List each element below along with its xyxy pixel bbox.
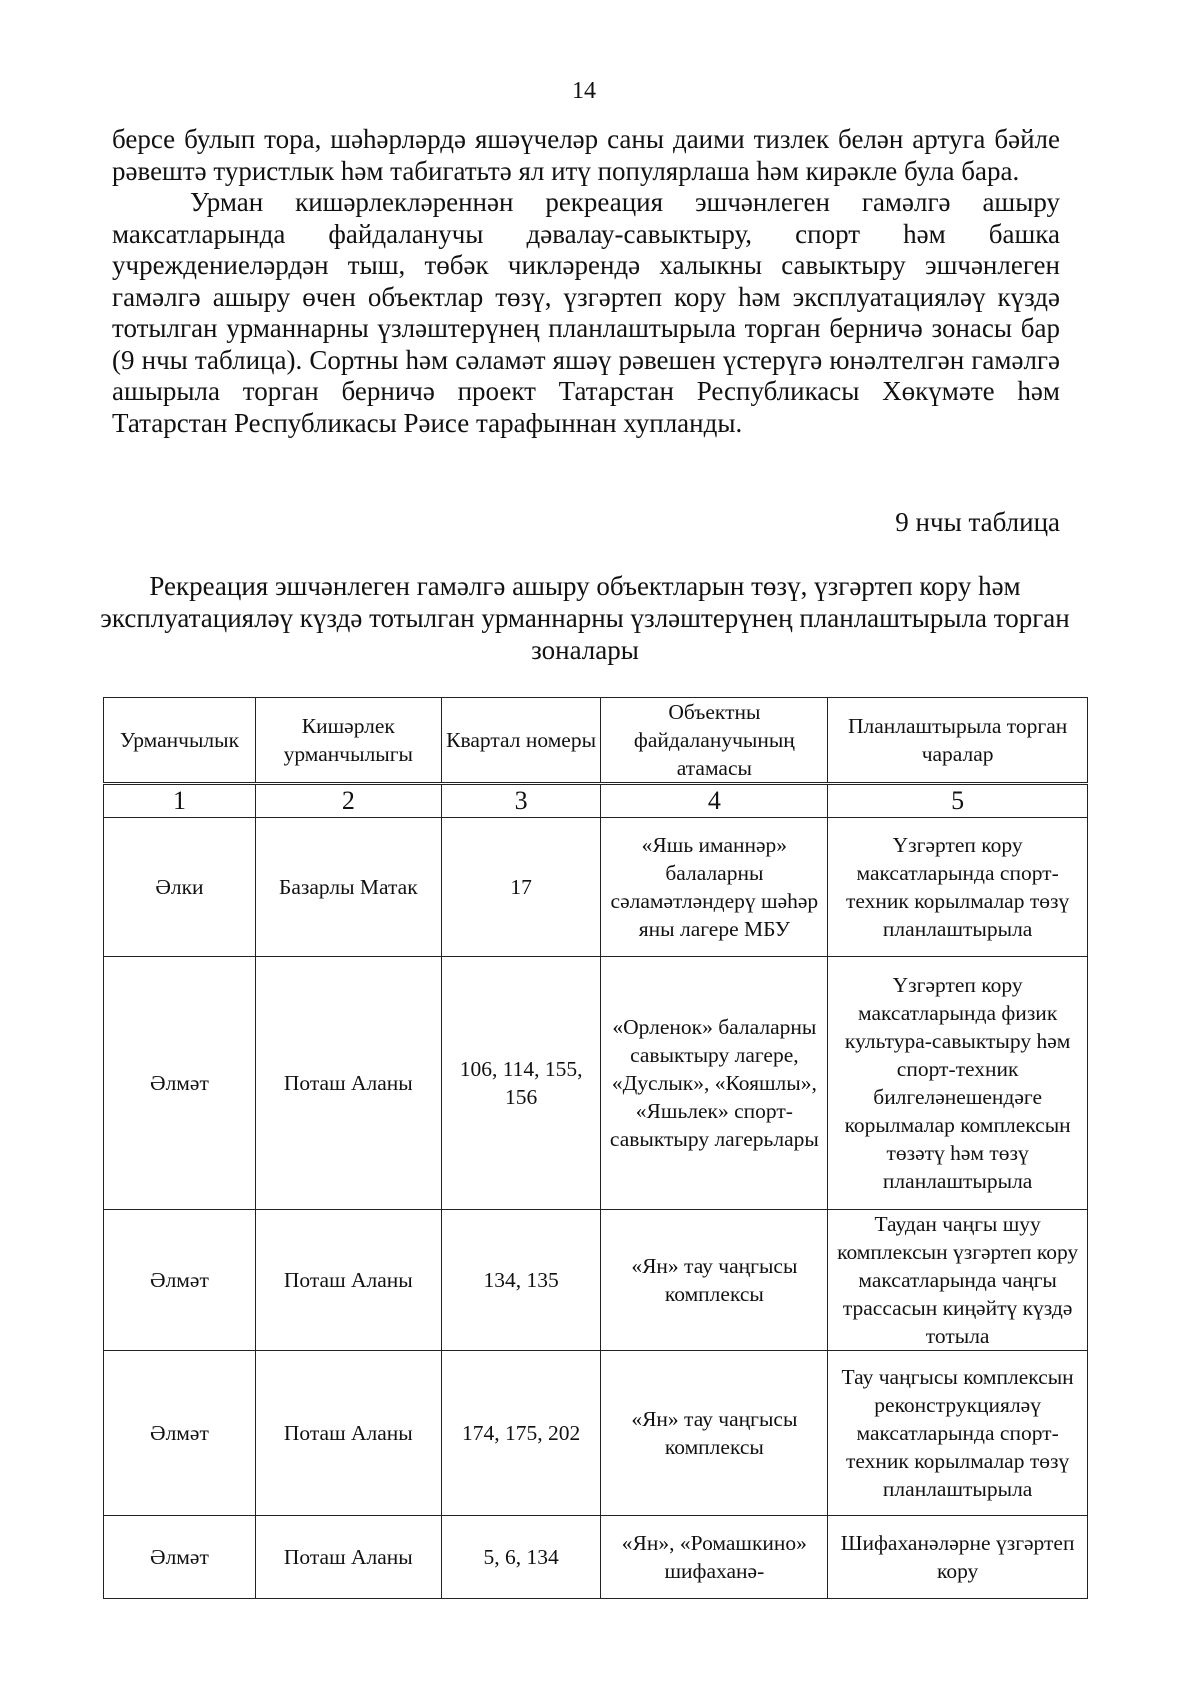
table-cell: Поташ Аланы <box>255 957 441 1210</box>
page-number: 14 <box>572 78 596 104</box>
table-cell: Тау чаңгысы комплексын реконструкцияләү максатларында спорт-техник корылмалар төзү планлаштырыла <box>828 1351 1088 1516</box>
table-cell: Әлмәт <box>104 1516 256 1599</box>
table-cell: «Ян», «Ромашкино» шифаханә- <box>601 1516 828 1599</box>
column-number: 5 <box>828 784 1088 818</box>
table-cell: Үзгәртеп кору максатларында физик культура-савыктыру һәм спорт-техник билгеләнешендәге корылмалар комплексын төзәтү һәм төзү планлаштырыла <box>828 957 1088 1210</box>
table-row <box>104 818 1088 957</box>
table-cell: Әлмәт <box>104 957 256 1210</box>
table-cell: Базарлы Матак <box>255 818 441 957</box>
table-cell: Әлки <box>104 818 256 957</box>
column-number: 2 <box>255 784 441 818</box>
column-number: 1 <box>104 784 256 818</box>
column-number: 4 <box>601 784 828 818</box>
table-cell: 17 <box>441 818 601 957</box>
table-cell: 106, 114, 155, 156 <box>441 957 601 1210</box>
table-cell: Әлмәт <box>104 1351 256 1516</box>
column-header: Кишәрлек урманчылыгы <box>255 698 441 784</box>
table-caption: 9 нчы таблица <box>895 507 1060 537</box>
column-header: Квартал номеры <box>441 698 601 784</box>
table-cell: 134, 135 <box>441 1210 601 1351</box>
table-cell: Поташ Аланы <box>255 1351 441 1516</box>
table-header-row <box>104 698 1088 784</box>
table-row <box>104 1210 1088 1351</box>
table-cell: Әлмәт <box>104 1210 256 1351</box>
table-cell: 174, 175, 202 <box>441 1351 601 1516</box>
table-title: Рекреация эшчәнлеген гамәлгә ашыру объектларын төзү, үзгәртеп кору һәм эксплуатацияләү күздә тотылган урманнарны үзләштерүнең планлаштырыла торган зоналары <box>100 571 1070 665</box>
column-number-row <box>104 784 1088 818</box>
table-row <box>104 1351 1088 1516</box>
paragraph: Урман кишәрлекләреннән рекреация эшчәнлеген гамәлгә ашыру максатларында файдаланучы дәвалау-савыктыру, спорт һәм башка учреждениеләрдән тыш, төбәк чикләрендә халыкны савыктыру эшчәнлеген гамәлгә ашыру өчен объектлар төзү, үзгәртеп кору һәм эксплуатацияләү күздә тотылган урманнарны үзләштерүнең планлаштырыла торган берничә зонасы бар (9 нчы таблица). Сортны һәм сәламәт яшәү рәвешен үстерүгә юнәлтелгән гамәлгә ашырыла торган берничә проект Татарстан Республикасы Хөкүмәте һәм Татарстан Республикасы Рәисе тарафыннан хупланды. <box>112 187 1060 438</box>
table-row <box>104 957 1088 1210</box>
table-cell: «Яшь иманнәр» балаларны сәламәтләндерү шәһәр яны лагере МБУ <box>601 818 828 957</box>
table-cell: Поташ Аланы <box>255 1210 441 1351</box>
column-header: Планлаштырыла торган чаралар <box>828 698 1088 784</box>
table-cell: «Орленок» балаларны савыктыру лагере, «Дуслык», «Кояшлы», «Яшьлек» спорт-савыктыру лагерьлары <box>601 957 828 1210</box>
table-cell: Шифаханәләрне үзгәртеп кору <box>828 1516 1088 1599</box>
table-cell: Таудан чаңгы шуу комплексын үзгәртеп кору максатларында чаңгы трассасын киңәйтү күздә тотыла <box>828 1210 1088 1351</box>
table-row <box>104 1516 1088 1599</box>
table-cell: Поташ Аланы <box>255 1516 441 1599</box>
table-cell: Үзгәртеп кору максатларында спорт-техник корылмалар төзү планлаштырыла <box>828 818 1088 957</box>
column-number: 3 <box>441 784 601 818</box>
column-header: Урманчылык <box>104 698 256 784</box>
body-text <box>112 124 1060 439</box>
table-cell: «Ян» тау чаңгысы комплексы <box>601 1351 828 1516</box>
table-cell: 5, 6, 134 <box>441 1516 601 1599</box>
recreation-zones-table <box>103 697 1088 1599</box>
table-cell: «Ян» тау чаңгысы комплексы <box>601 1210 828 1351</box>
column-header: Объектны файдаланучының атамасы <box>601 698 828 784</box>
paragraph: берсе булып тора, шәһәрләрдә яшәүчеләр саны даими тизлек белән артуга бәйле рәвештә туристлык һәм табигатьтә ял итү популярлаша һәм кирәкле була бара. <box>112 124 1060 186</box>
